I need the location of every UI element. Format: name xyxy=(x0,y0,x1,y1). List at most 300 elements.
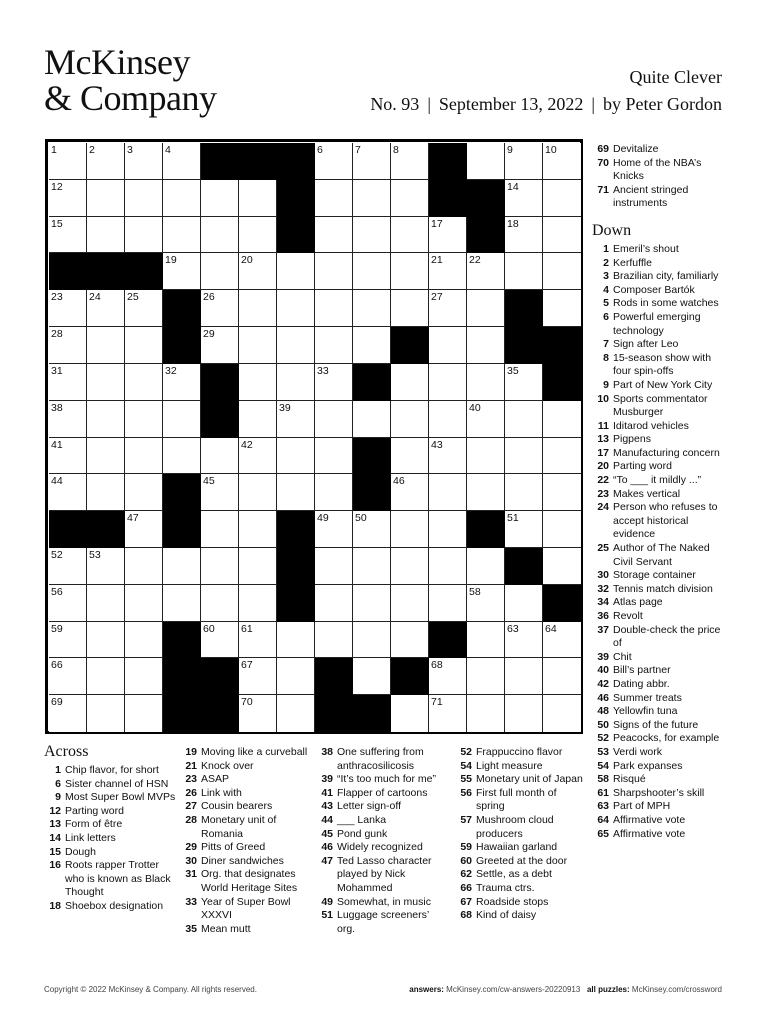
grid-cell[interactable] xyxy=(315,253,353,290)
grid-cell[interactable] xyxy=(201,474,239,511)
grid-cell[interactable] xyxy=(315,143,353,180)
grid-cell[interactable] xyxy=(505,585,543,622)
clue-text: Chip flavor, for short xyxy=(65,764,159,776)
grid-cell[interactable] xyxy=(239,290,277,327)
grid-cell[interactable] xyxy=(239,695,277,732)
grid-cell[interactable] xyxy=(353,180,391,217)
grid-cell[interactable] xyxy=(353,622,391,658)
grid-cell[interactable] xyxy=(315,180,353,217)
grid-cell[interactable] xyxy=(49,585,87,622)
grid-cell[interactable] xyxy=(125,438,163,474)
grid-block xyxy=(201,401,239,438)
grid-cell[interactable] xyxy=(163,217,201,253)
grid-cell[interactable] xyxy=(467,401,505,438)
cell-number: 4 xyxy=(165,144,171,156)
clue-text: “To ___ it mildly ...” xyxy=(613,474,702,487)
clue-item xyxy=(44,791,176,805)
cell-number: 56 xyxy=(51,586,63,598)
grid-cell[interactable] xyxy=(87,658,125,695)
grid-cell[interactable] xyxy=(277,364,315,401)
clue-text: Summer treats xyxy=(613,691,682,704)
grid-cell[interactable] xyxy=(87,548,125,585)
grid-cell[interactable] xyxy=(201,548,239,585)
grid-block xyxy=(505,290,543,327)
grid-cell[interactable] xyxy=(429,364,467,401)
cell-number: 66 xyxy=(51,659,63,671)
clue-number: 2 xyxy=(603,256,609,269)
cell-number: 67 xyxy=(241,659,253,671)
grid-cell[interactable] xyxy=(543,143,581,180)
clue-item xyxy=(592,379,728,393)
clue-item xyxy=(180,855,310,869)
clue-text: Roadside stops xyxy=(476,895,549,908)
grid-cell[interactable] xyxy=(239,511,277,548)
cell-number: 1 xyxy=(51,144,57,156)
grid-cell[interactable] xyxy=(315,217,353,253)
grid-block xyxy=(353,438,391,474)
grid-cell[interactable] xyxy=(277,438,315,474)
clue-item xyxy=(592,311,728,338)
clue-number: 28 xyxy=(185,813,197,826)
grid-cell[interactable] xyxy=(467,474,505,511)
grid-cell[interactable] xyxy=(239,548,277,585)
grid-cell[interactable] xyxy=(87,143,125,180)
grid-cell[interactable] xyxy=(467,658,505,695)
grid-cell[interactable] xyxy=(391,622,429,658)
grid-cell[interactable] xyxy=(49,180,87,217)
grid-cell[interactable] xyxy=(505,364,543,401)
grid-cell[interactable] xyxy=(353,511,391,548)
grid-cell[interactable] xyxy=(429,474,467,511)
puzzle-number: No. 93 xyxy=(370,94,420,114)
grid-cell[interactable] xyxy=(277,474,315,511)
grid-cell[interactable] xyxy=(87,217,125,253)
clue-number: 67 xyxy=(460,895,472,908)
clue-number: 37 xyxy=(597,623,609,636)
grid-cell[interactable] xyxy=(277,290,315,327)
clue-text: Year of Super Bowl XXXVI xyxy=(201,895,291,922)
clue-number: 61 xyxy=(597,786,609,799)
grid-cell[interactable] xyxy=(239,585,277,622)
clue-item xyxy=(180,923,310,937)
grid-cell[interactable] xyxy=(429,658,467,695)
cell-number: 50 xyxy=(355,512,367,524)
grid-cell[interactable] xyxy=(125,585,163,622)
grid-cell[interactable] xyxy=(87,401,125,438)
clue-number: 48 xyxy=(597,705,609,718)
grid-cell[interactable] xyxy=(163,548,201,585)
grid-cell[interactable] xyxy=(467,143,505,180)
clue-item xyxy=(592,773,728,787)
clue-text: Pitts of Greed xyxy=(201,841,266,854)
grid-cell[interactable] xyxy=(467,364,505,401)
grid-cell[interactable] xyxy=(467,327,505,364)
grid-cell[interactable] xyxy=(201,253,239,290)
grid-cell[interactable] xyxy=(163,180,201,217)
grid-cell[interactable] xyxy=(315,474,353,511)
grid-cell[interactable] xyxy=(353,401,391,438)
clue-number: 43 xyxy=(321,800,333,813)
grid-cell[interactable] xyxy=(391,143,429,180)
grid-cell[interactable] xyxy=(163,438,201,474)
grid-cell[interactable] xyxy=(125,364,163,401)
grid-cell[interactable] xyxy=(49,658,87,695)
grid-cell[interactable] xyxy=(429,438,467,474)
grid-block xyxy=(277,585,315,622)
grid-cell[interactable] xyxy=(315,585,353,622)
grid-cell[interactable] xyxy=(163,143,201,180)
grid-cell[interactable] xyxy=(49,438,87,474)
grid-cell[interactable] xyxy=(353,217,391,253)
grid-cell[interactable] xyxy=(163,364,201,401)
grid-cell[interactable] xyxy=(125,401,163,438)
grid-cell[interactable] xyxy=(467,695,505,732)
grid-cell[interactable] xyxy=(505,695,543,732)
clue-text: Affirmative vote xyxy=(613,827,686,840)
grid-cell[interactable] xyxy=(49,474,87,511)
grid-cell[interactable] xyxy=(277,327,315,364)
clue-text: Monetary unit of Romania xyxy=(201,813,277,840)
grid-cell[interactable] xyxy=(429,548,467,585)
grid-cell[interactable] xyxy=(391,511,429,548)
grid-cell[interactable] xyxy=(543,253,581,290)
clue-text: Chit xyxy=(613,650,632,663)
grid-cell[interactable] xyxy=(353,327,391,364)
clue-item xyxy=(455,909,583,923)
grid-cell[interactable] xyxy=(391,364,429,401)
grid-cell[interactable] xyxy=(125,290,163,327)
cell-number: 46 xyxy=(393,475,405,487)
grid-cell[interactable] xyxy=(467,290,505,327)
grid-cell[interactable] xyxy=(87,180,125,217)
grid-cell[interactable] xyxy=(201,180,239,217)
grid-cell[interactable] xyxy=(239,253,277,290)
grid-cell[interactable] xyxy=(125,622,163,658)
clue-text: Flapper of cartoons xyxy=(337,786,428,799)
clue-number: 13 xyxy=(49,818,61,831)
grid-block xyxy=(543,327,581,364)
clue-number: 70 xyxy=(597,156,609,169)
grid-cell[interactable] xyxy=(353,658,391,695)
clue-item xyxy=(592,569,728,583)
grid-cell[interactable] xyxy=(391,474,429,511)
grid-cell[interactable] xyxy=(277,658,315,695)
clue-item xyxy=(455,787,583,814)
grid-cell[interactable] xyxy=(201,622,239,658)
clue-text: Shoebox designation xyxy=(65,899,164,912)
grid-cell[interactable] xyxy=(543,401,581,438)
cell-number: 20 xyxy=(241,254,253,266)
clue-item xyxy=(592,157,728,184)
clue-text: Kind of daisy xyxy=(476,909,537,922)
grid-cell[interactable] xyxy=(505,474,543,511)
clue-item xyxy=(592,474,728,488)
grid-cell[interactable] xyxy=(467,548,505,585)
grid-cell[interactable] xyxy=(315,327,353,364)
cell-number: 39 xyxy=(279,402,291,414)
grid-cell[interactable] xyxy=(239,622,277,658)
grid-cell[interactable] xyxy=(429,695,467,732)
grid-cell[interactable] xyxy=(315,548,353,585)
grid-cell[interactable] xyxy=(87,327,125,364)
grid-cell[interactable] xyxy=(201,217,239,253)
cell-number: 41 xyxy=(51,439,63,451)
grid-cell[interactable] xyxy=(391,180,429,217)
grid-cell[interactable] xyxy=(49,695,87,732)
grid-cell[interactable] xyxy=(391,290,429,327)
copyright: Copyright © 2022 McKinsey & Company. All rights reserved. xyxy=(44,985,257,994)
grid-cell[interactable] xyxy=(353,548,391,585)
grid-cell[interactable] xyxy=(315,511,353,548)
grid-cell[interactable] xyxy=(543,474,581,511)
grid-cell[interactable] xyxy=(49,364,87,401)
clue-text: Monetary unit of Japan xyxy=(476,773,583,786)
grid-cell[interactable] xyxy=(239,327,277,364)
grid-cell[interactable] xyxy=(391,401,429,438)
clue-number: 46 xyxy=(597,691,609,704)
clue-text: Mushroom cloud producers xyxy=(476,813,554,840)
grid-cell[interactable] xyxy=(201,290,239,327)
grid-cell[interactable] xyxy=(49,401,87,438)
grid-cell[interactable] xyxy=(87,695,125,732)
clue-number: 23 xyxy=(597,487,609,500)
grid-cell[interactable] xyxy=(315,438,353,474)
grid-cell[interactable] xyxy=(391,438,429,474)
grid-cell[interactable] xyxy=(201,438,239,474)
clue-text: Ted Lasso character played by Nick Mohammed xyxy=(337,854,432,894)
grid-cell[interactable] xyxy=(505,438,543,474)
clue-item xyxy=(592,447,728,461)
cell-number: 9 xyxy=(507,144,513,156)
grid-cell[interactable] xyxy=(429,327,467,364)
grid-cell[interactable] xyxy=(49,217,87,253)
clue-text: Composer Bartók xyxy=(613,283,695,296)
clue-number: 14 xyxy=(49,831,61,844)
grid-cell[interactable] xyxy=(505,622,543,658)
grid-cell[interactable] xyxy=(49,143,87,180)
clue-text: Sign after Leo xyxy=(613,338,679,351)
grid-cell[interactable] xyxy=(543,438,581,474)
grid-cell[interactable] xyxy=(125,180,163,217)
cell-number: 10 xyxy=(545,144,557,156)
grid-block xyxy=(87,511,125,548)
grid-cell[interactable] xyxy=(87,290,125,327)
grid-cell[interactable] xyxy=(125,217,163,253)
grid-cell[interactable] xyxy=(87,585,125,622)
clue-text: Roots rapper Trotter who is known as Black Thought xyxy=(65,859,171,899)
grid-block xyxy=(201,658,239,695)
clue-number: 59 xyxy=(460,841,472,854)
cell-number: 53 xyxy=(89,549,101,561)
grid-cell[interactable] xyxy=(315,622,353,658)
grid-cell[interactable] xyxy=(49,548,87,585)
grid-cell[interactable] xyxy=(505,253,543,290)
clue-item xyxy=(316,773,446,787)
grid-cell[interactable] xyxy=(125,695,163,732)
cell-number: 27 xyxy=(431,291,443,303)
grid-cell[interactable] xyxy=(277,622,315,658)
grid-cell[interactable] xyxy=(239,401,277,438)
grid-cell[interactable] xyxy=(505,217,543,253)
grid-cell[interactable] xyxy=(239,438,277,474)
grid-cell[interactable] xyxy=(87,364,125,401)
clue-text: Signs of the future xyxy=(613,718,699,731)
grid-cell[interactable] xyxy=(505,658,543,695)
grid-cell[interactable] xyxy=(543,658,581,695)
grid-cell[interactable] xyxy=(543,290,581,327)
clue-text: Brazilian city, familiarly xyxy=(613,270,719,283)
grid-block xyxy=(201,364,239,401)
clue-item xyxy=(316,909,446,936)
grid-block xyxy=(505,548,543,585)
grid-cell[interactable] xyxy=(429,585,467,622)
grid-cell[interactable] xyxy=(49,327,87,364)
clue-number: 24 xyxy=(597,501,609,514)
puzzles-link[interactable]: McKinsey.com/crossword xyxy=(631,985,722,994)
grid-cell[interactable] xyxy=(353,585,391,622)
cell-number: 47 xyxy=(127,512,139,524)
clue-text: Ancient stringed instruments xyxy=(613,183,689,210)
grid-cell[interactable] xyxy=(125,658,163,695)
clue-text: 15-season show with four spin-offs xyxy=(613,351,712,378)
grid-cell[interactable] xyxy=(163,253,201,290)
clue-number: 68 xyxy=(460,909,472,922)
grid-cell[interactable] xyxy=(391,695,429,732)
grid-cell[interactable] xyxy=(315,401,353,438)
clue-number: 41 xyxy=(321,786,333,799)
grid-cell[interactable] xyxy=(543,622,581,658)
grid-cell[interactable] xyxy=(429,253,467,290)
grid-cell[interactable] xyxy=(391,253,429,290)
grid-cell[interactable] xyxy=(467,585,505,622)
grid-cell[interactable] xyxy=(353,290,391,327)
grid-cell[interactable] xyxy=(87,474,125,511)
cell-number: 64 xyxy=(545,623,557,635)
grid-cell[interactable] xyxy=(543,180,581,217)
clue-text: Greeted at the door xyxy=(476,854,568,867)
grid-cell[interactable] xyxy=(315,290,353,327)
grid-cell[interactable] xyxy=(87,438,125,474)
clue-number: 33 xyxy=(185,895,197,908)
clue-number: 57 xyxy=(460,813,472,826)
grid-cell[interactable] xyxy=(201,511,239,548)
grid-cell[interactable] xyxy=(49,622,87,658)
clue-text: ___ Lanka xyxy=(337,813,387,826)
grid-cell[interactable] xyxy=(315,364,353,401)
grid-cell[interactable] xyxy=(201,327,239,364)
clue-item xyxy=(44,778,176,792)
grid-cell[interactable] xyxy=(505,401,543,438)
clue-item xyxy=(455,746,583,760)
grid-cell[interactable] xyxy=(543,217,581,253)
clue-number: 15 xyxy=(49,845,61,858)
grid-block xyxy=(391,327,429,364)
clue-item xyxy=(180,814,310,841)
clue-number: 52 xyxy=(460,746,472,758)
clue-item xyxy=(592,814,728,828)
footer-links xyxy=(409,985,722,994)
grid-cell[interactable] xyxy=(239,474,277,511)
grid-cell[interactable] xyxy=(125,548,163,585)
grid-cell[interactable] xyxy=(163,401,201,438)
right-column xyxy=(592,143,728,841)
grid-cell[interactable] xyxy=(505,143,543,180)
grid-cell[interactable] xyxy=(125,143,163,180)
grid-cell[interactable] xyxy=(467,253,505,290)
grid-cell[interactable] xyxy=(125,474,163,511)
grid-cell[interactable] xyxy=(239,217,277,253)
clue-number: 27 xyxy=(185,800,197,813)
grid-cell[interactable] xyxy=(505,180,543,217)
clue-item xyxy=(592,460,728,474)
clue-number: 11 xyxy=(597,419,609,432)
clue-item xyxy=(180,800,310,814)
clue-number: 64 xyxy=(597,813,609,826)
grid-cell[interactable] xyxy=(505,511,543,548)
grid-cell[interactable] xyxy=(391,585,429,622)
clue-text: Pigpens xyxy=(613,433,651,446)
grid-cell[interactable] xyxy=(239,658,277,695)
puzzle-date: September 13, 2022 xyxy=(438,94,584,114)
grid-cell[interactable] xyxy=(87,622,125,658)
answers-link[interactable]: McKinsey.com/cw-answers-20220913 xyxy=(446,985,581,994)
grid-cell[interactable] xyxy=(277,695,315,732)
clue-item xyxy=(44,764,176,778)
grid-cell[interactable] xyxy=(391,217,429,253)
grid-cell[interactable] xyxy=(239,180,277,217)
grid-cell[interactable] xyxy=(429,290,467,327)
grid-block xyxy=(429,622,467,658)
grid-cell[interactable] xyxy=(543,548,581,585)
grid-cell[interactable] xyxy=(429,511,467,548)
grid-cell[interactable] xyxy=(391,548,429,585)
cell-number: 58 xyxy=(469,586,481,598)
grid-cell[interactable] xyxy=(543,695,581,732)
grid-cell[interactable] xyxy=(277,253,315,290)
clue-item xyxy=(316,746,446,773)
grid-cell[interactable] xyxy=(163,585,201,622)
grid-cell[interactable] xyxy=(49,290,87,327)
grid-cell[interactable] xyxy=(239,364,277,401)
grid-cell[interactable] xyxy=(125,327,163,364)
clue-number: 39 xyxy=(597,650,609,663)
down-heading: Down xyxy=(592,221,632,239)
grid-cell[interactable] xyxy=(467,438,505,474)
grid-cell[interactable] xyxy=(467,622,505,658)
clue-number: 29 xyxy=(185,841,197,854)
clue-text: Light measure xyxy=(476,759,543,772)
clue-number: 65 xyxy=(597,827,609,840)
clue-text: Verdi work xyxy=(613,745,663,758)
grid-cell[interactable] xyxy=(201,585,239,622)
clue-number: 23 xyxy=(185,773,197,786)
grid-cell[interactable] xyxy=(429,217,467,253)
grid-cell[interactable] xyxy=(353,143,391,180)
grid-cell[interactable] xyxy=(277,401,315,438)
grid-cell[interactable] xyxy=(543,511,581,548)
clue-item xyxy=(455,773,583,787)
clue-item xyxy=(592,624,728,651)
grid-cell[interactable] xyxy=(429,401,467,438)
cell-number: 25 xyxy=(127,291,139,303)
clue-item xyxy=(44,832,176,846)
grid-block xyxy=(429,180,467,217)
grid-cell[interactable] xyxy=(353,253,391,290)
clue-number: 45 xyxy=(321,827,333,840)
clue-item xyxy=(455,841,583,855)
grid-block xyxy=(87,253,125,290)
grid-cell[interactable] xyxy=(125,511,163,548)
